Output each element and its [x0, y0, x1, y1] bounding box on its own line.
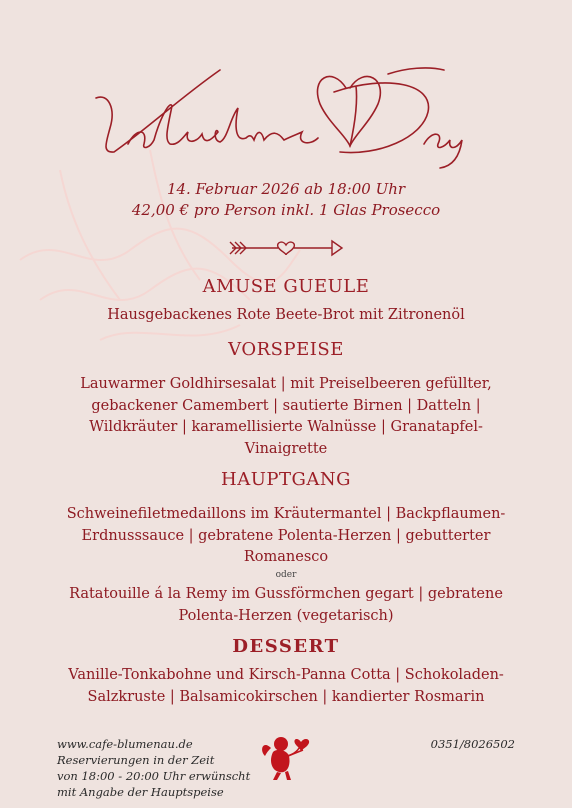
- vorspeise-line: gebackener Camembert | sautierte Birnen | Datteln |: [91, 397, 481, 414]
- reservation-note: Reservierungen in der Zeit: [57, 753, 215, 767]
- reservation-note: mit Angabe der Hauptspeise: [57, 785, 224, 799]
- footer-phone[interactable]: 0351/8026502: [430, 737, 515, 751]
- reservation-note: von 18:00 - 20:00 Uhr erwünscht: [57, 769, 251, 783]
- website-link[interactable]: www.cafe-blumenau.de: [57, 737, 193, 751]
- event-price: 42,00 € pro Person inkl. 1 Glas Prosecco: [131, 201, 441, 219]
- section-heading-hauptgang: HAUPTGANG: [221, 469, 351, 490]
- option-separator: oder: [275, 570, 297, 580]
- hauptgang-option-2: [60, 584, 512, 627]
- dessert-line: Salzkruste | Balsamicokirschen | kandierter Rosmarin: [87, 688, 485, 705]
- section-heading-amuse: AMUSE GUEULE: [202, 276, 370, 297]
- hauptgang-line: Polenta-Herzen (vegetarisch): [178, 607, 394, 624]
- vorspeise-line: Wildkräuter | karamellisierte Walnüsse | Granatapfel-: [89, 419, 483, 435]
- event-date: 14. Februar 2026 ab 18:00 Uhr: [166, 180, 406, 198]
- hauptgang-option-1: [60, 504, 512, 569]
- arrow-heart-icon: [226, 236, 348, 260]
- amuse-description: Hausgebackenes Rote Beete-Brot mit Zitronenöl: [107, 307, 465, 323]
- hauptgang-line: Erdnusssauce | gebratene Polenta-Herzen | gebutterter: [81, 527, 491, 544]
- dessert-line: Vanille-Tonkabohne und Kirsch-Panna Cotta | Schokoladen-: [68, 667, 504, 683]
- title-block: [88, 48, 488, 173]
- hauptgang-line: Ratatouille á la Remy im Gussförmchen gegart | gebratene: [69, 586, 503, 602]
- vorspeise-line: Lauwarmer Goldhirsesalat | mit Preiselbeeren gefüllter,: [80, 376, 492, 392]
- section-heading-dessert: DESSERT: [232, 636, 340, 657]
- section-heading-vorspeise: VORSPEISE: [228, 339, 344, 360]
- cupid-icon: [257, 730, 313, 782]
- footer-contact: [57, 736, 250, 800]
- vorspeise-line: Vinaigrette: [244, 440, 328, 457]
- hauptgang-line: Romanesco: [243, 549, 329, 565]
- hauptgang-line: Schweinefiletmedaillons im Kräutermantel | Backpflaumen-: [66, 506, 506, 522]
- dessert-description: [60, 665, 512, 708]
- vorspeise-description: [60, 374, 512, 460]
